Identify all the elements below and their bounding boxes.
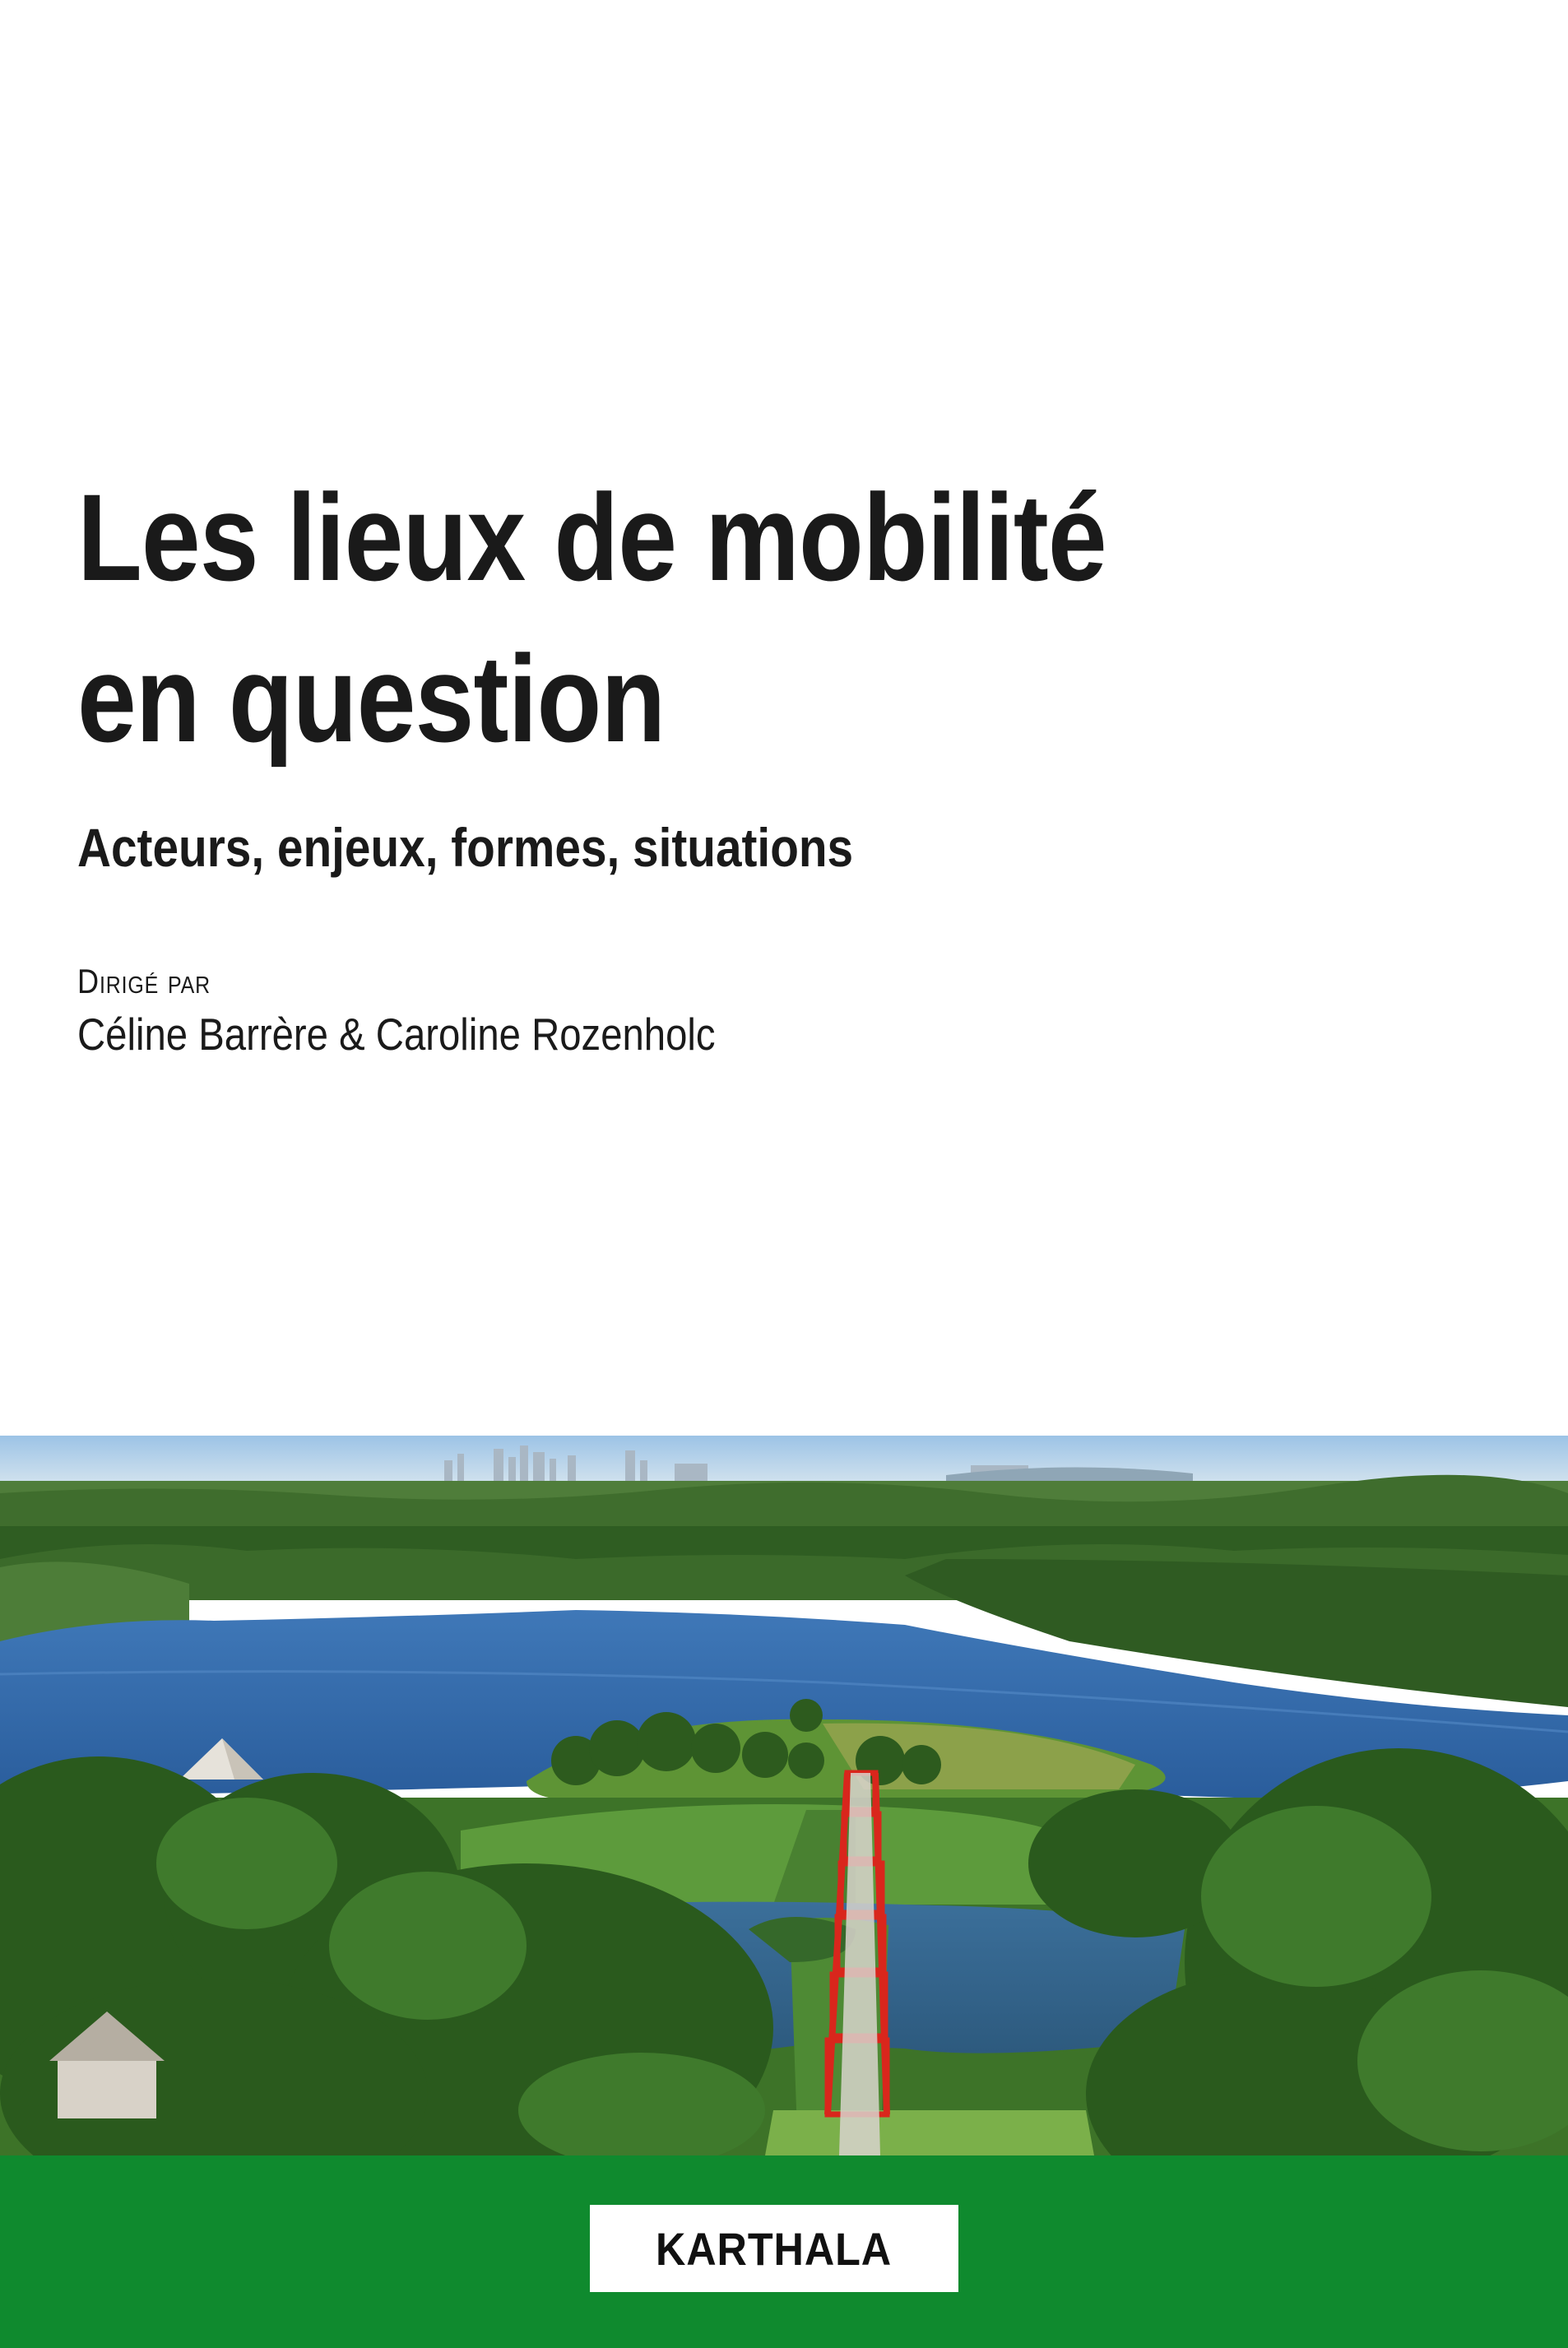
book-subtitle: Acteurs, enjeux, formes, situations: [77, 817, 854, 878]
cover-photo: [0, 1436, 1568, 2155]
book-authors: Céline Barrère & Caroline Rozenholc: [77, 1009, 716, 1060]
directed-by-label: Dirigé par: [77, 962, 211, 1000]
publisher-box: [590, 2205, 958, 2292]
book-title: [77, 457, 1280, 779]
title-line-1: Les lieux de mobilité: [77, 468, 1106, 606]
title-line-2: en question: [77, 629, 666, 768]
publisher-name: KARTHALA: [656, 2222, 893, 2275]
